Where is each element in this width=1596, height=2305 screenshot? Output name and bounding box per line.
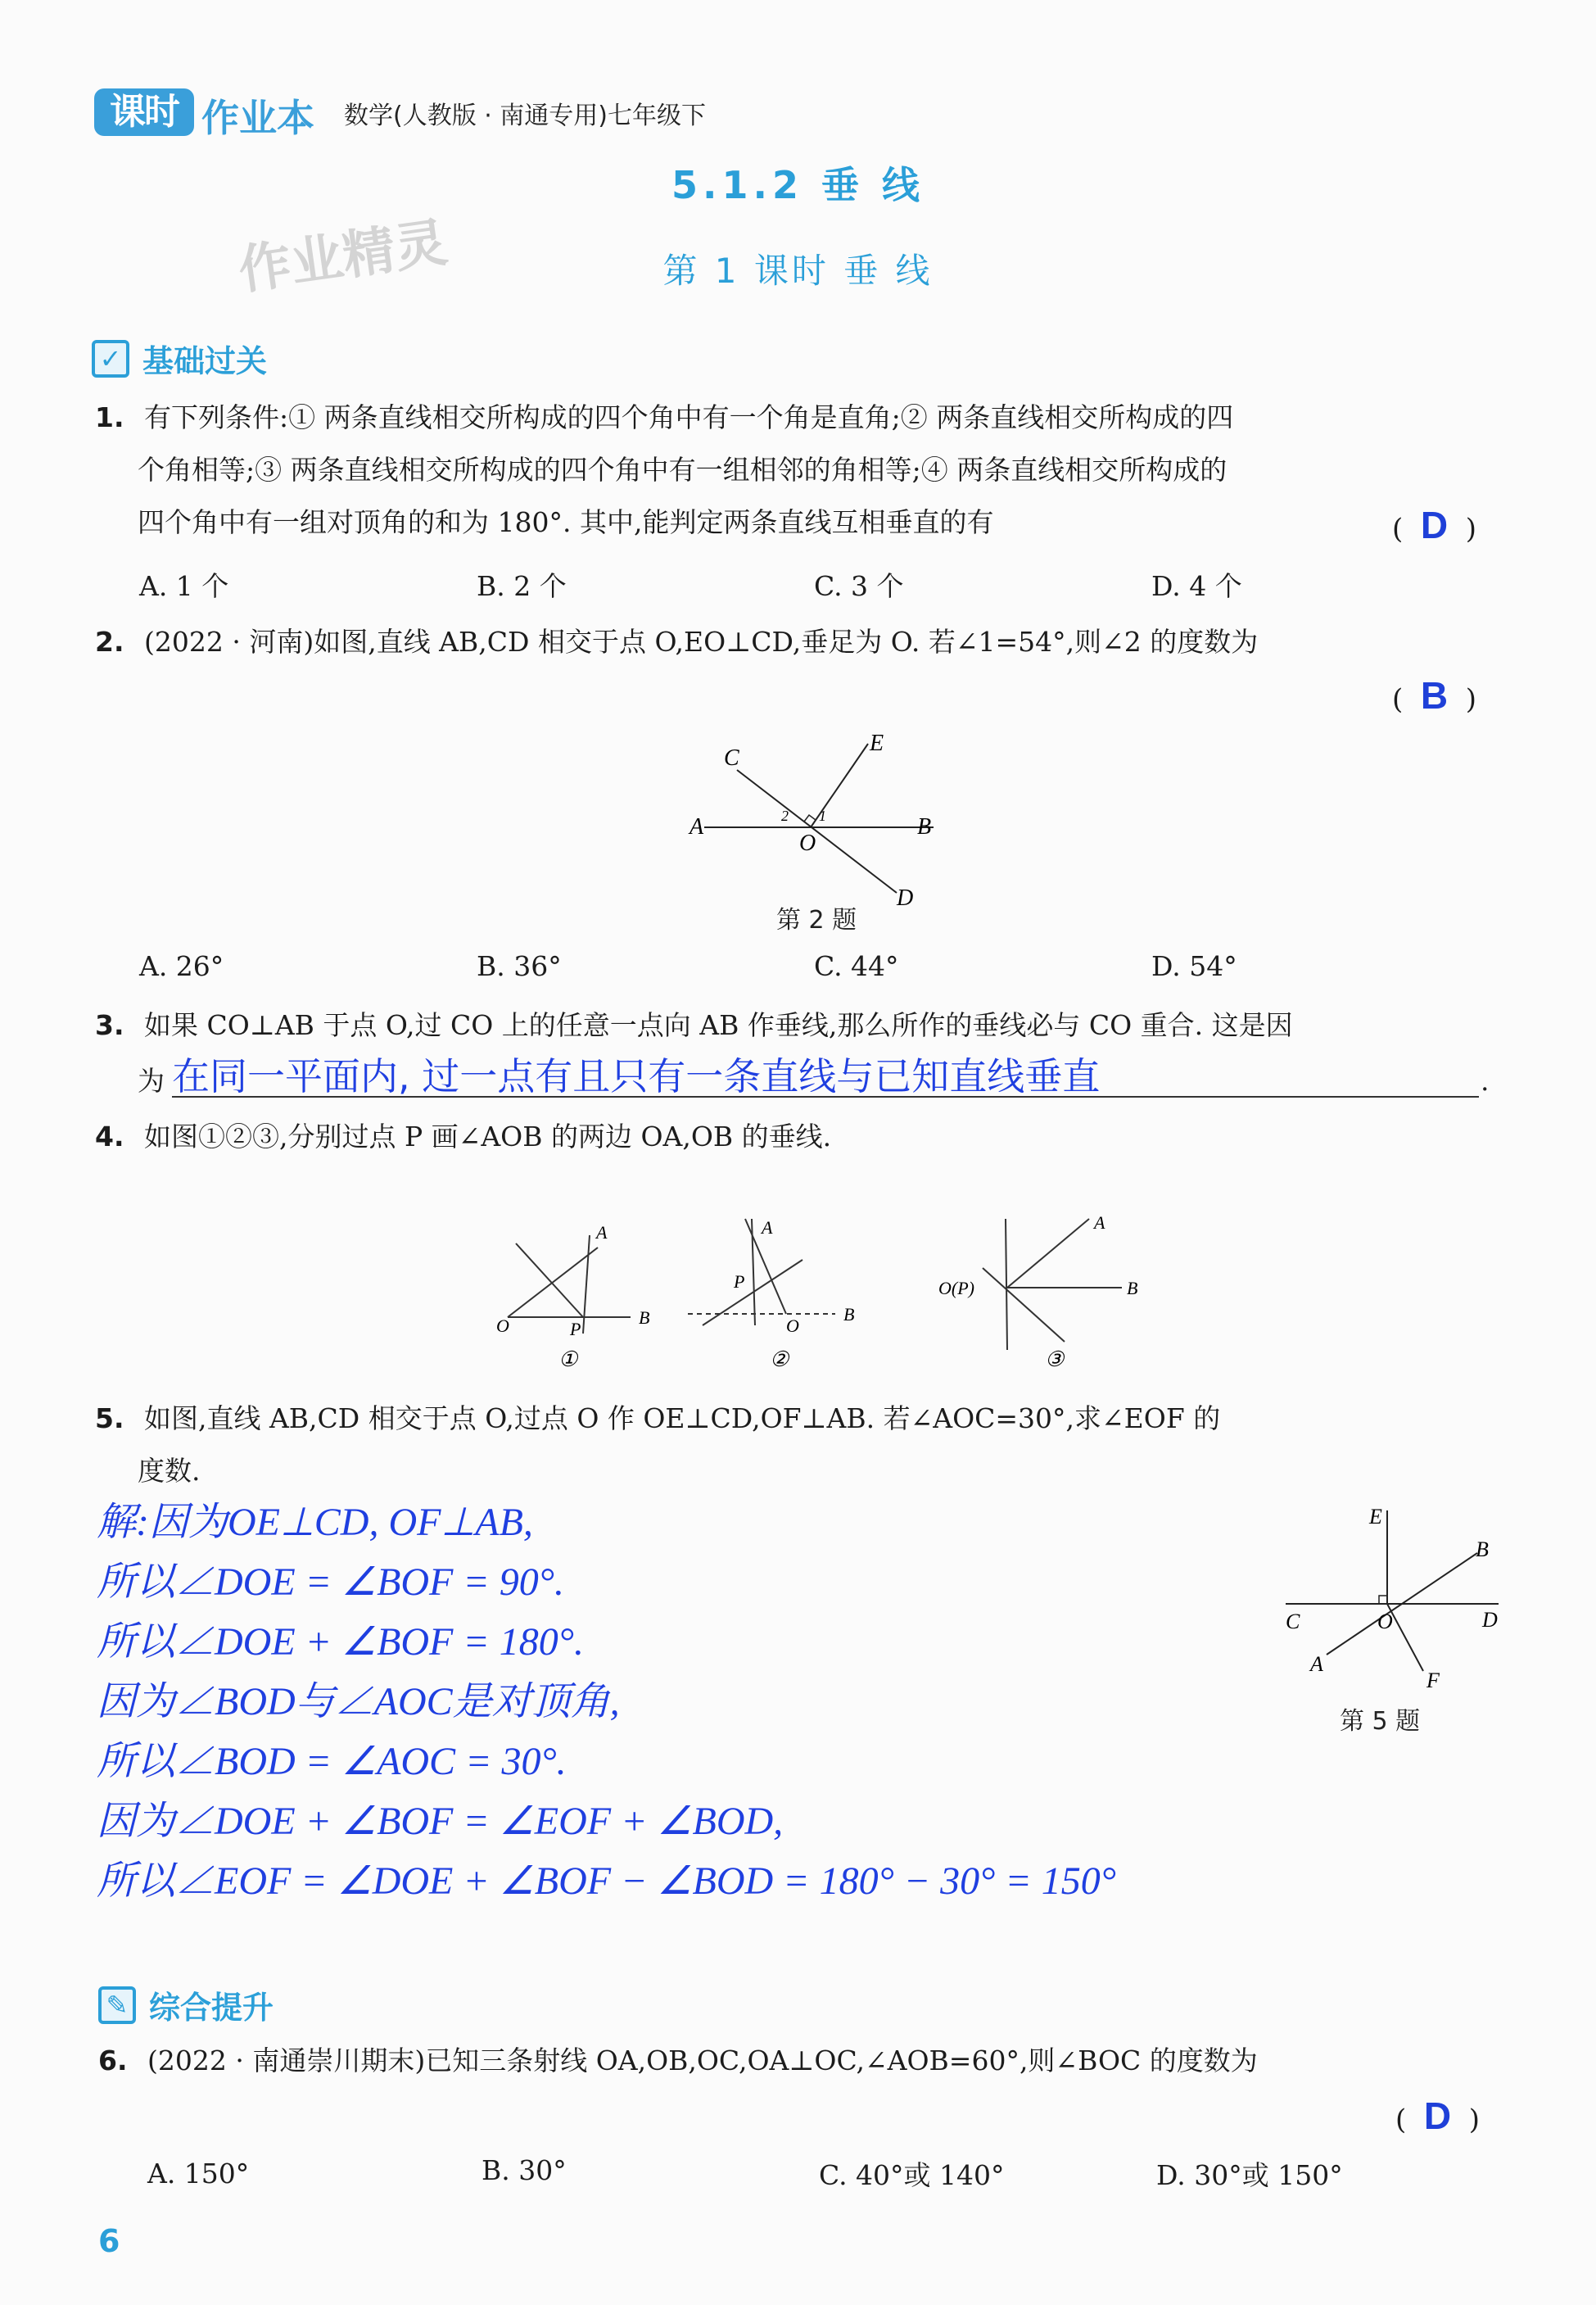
- fig3-ray-oa: [1007, 1219, 1089, 1288]
- check-icon: ✓: [92, 340, 129, 378]
- q1-line3: 四个角中有一组对顶角的和为 180°. 其中,能判定两条直线互相垂直的有: [138, 506, 994, 538]
- q5-solution: [97, 1492, 1309, 1911]
- fig2-label-p: P: [734, 1271, 745, 1292]
- fig3-perp-ob: [1006, 1219, 1007, 1350]
- q1-option-b: B. 2 个: [477, 570, 567, 602]
- q5-line2: 度数.: [138, 1455, 201, 1487]
- fig2-circled: ②: [770, 1347, 789, 1371]
- q1-number: 1.: [95, 401, 124, 433]
- label-e: E: [870, 731, 884, 756]
- q2-text: (2022 · 河南)如图,直线 AB,CD 相交于点 O,EO⊥CD,垂足为 O. 若∠1=54°,则∠2 的度数为: [144, 626, 1259, 658]
- section-title: 5.1.2 垂 线: [671, 163, 925, 207]
- question-6: [98, 2035, 1507, 2087]
- q3-line2-prefix: 为: [138, 1065, 165, 1097]
- label-c: C: [1286, 1610, 1300, 1633]
- q6-option-d: D. 30°或 150°: [1156, 2159, 1343, 2191]
- book-subtitle: 数学(人教版 · 南通专用)七年级下: [344, 102, 707, 130]
- q2-option-d: D. 54°: [1151, 950, 1237, 982]
- label-o: O: [1377, 1610, 1393, 1633]
- watermark: 作业精灵: [234, 212, 451, 302]
- fig1-perp-oa: [516, 1243, 583, 1317]
- fig1-label-p: P: [570, 1319, 581, 1339]
- q6-option-a: A. 150°: [147, 2158, 250, 2190]
- lesson-title: 第 1 课时 垂 线: [662, 251, 934, 291]
- solution-line-1: 解:因为OE⊥CD, OF⊥AB,: [97, 1501, 533, 1544]
- q5-number: 5.: [95, 1402, 124, 1434]
- label-b: B: [1476, 1537, 1489, 1561]
- section-basic: [92, 336, 267, 381]
- fig2-label-a: A: [762, 1217, 773, 1238]
- solution-line-4: 因为∠BOD与∠AOC是对顶角,: [97, 1680, 620, 1723]
- label-c: C: [724, 745, 739, 771]
- q3-handwritten-answer: 在同一平面内, 过一点有且只有一条直线与已知直线垂直: [172, 1054, 1101, 1098]
- q4-figures: [491, 1202, 1163, 1391]
- fig2-label-b: B: [843, 1304, 855, 1325]
- brand-logo: 课时: [94, 88, 194, 136]
- q2-answer: B: [1420, 674, 1449, 717]
- q3-period: .: [1481, 1065, 1490, 1097]
- label-e: E: [1369, 1505, 1382, 1528]
- line-cd: [737, 770, 897, 893]
- q5-line1: 如图,直线 AB,CD 相交于点 O,过点 O 作 OE⊥CD,OF⊥AB. 若∠AOC=30°,求∠EOF 的: [144, 1402, 1221, 1434]
- solution-line-5: 所以∠BOD = ∠AOC = 30°.: [97, 1740, 567, 1783]
- fig2-perp-ob: [752, 1219, 755, 1325]
- q3-number: 3.: [95, 1009, 124, 1041]
- question-1: [95, 392, 1503, 549]
- right-angle-mark: [804, 815, 816, 822]
- fig2-label-o: O: [786, 1316, 799, 1336]
- q5-caption: 第 5 题: [1340, 1707, 1421, 1736]
- q6-option-b: B. 30°: [482, 2154, 567, 2186]
- q6-number: 6.: [98, 2045, 128, 2076]
- brand-name: 作业本: [201, 96, 314, 140]
- q6-answer-bracket: ( D ): [1395, 2094, 1481, 2137]
- q6-answer: D: [1423, 2094, 1452, 2137]
- section-advanced-label: 综合提升: [149, 1990, 274, 2026]
- q1-option-a: A. 1 个: [139, 570, 229, 602]
- label-angle-1: 1: [819, 808, 826, 824]
- q1-option-d: D. 4 个: [1151, 570, 1242, 602]
- q1-option-c: C. 3 个: [814, 570, 904, 602]
- question-4: [95, 1111, 1503, 1163]
- q2-number: 2.: [95, 626, 124, 658]
- fig1-label-b: B: [639, 1307, 650, 1328]
- q1-answer: D: [1420, 504, 1449, 546]
- q6-option-c: C. 40°或 140°: [819, 2159, 1005, 2191]
- fig3-perp-oa: [983, 1268, 1065, 1342]
- solution-line-7: 所以∠EOF = ∠DOE + ∠BOF − ∠BOD = 180° − 30° = 150°: [97, 1859, 1116, 1903]
- right-angle-mark: [1379, 1596, 1387, 1604]
- solution-line-3: 所以∠DOE + ∠BOF = 180°.: [97, 1620, 584, 1664]
- solution-line-2: 所以∠DOE = ∠BOF = 90°.: [97, 1560, 564, 1604]
- page-number: 6: [98, 2223, 120, 2259]
- label-angle-2: 2: [781, 808, 789, 824]
- q2-figure: [688, 729, 950, 909]
- label-d: D: [897, 885, 914, 909]
- pencil-icon: ✎: [98, 1986, 136, 2024]
- label-o: O: [799, 831, 816, 856]
- fig3-label-a: A: [1094, 1212, 1105, 1233]
- fig3-label-op: O(P): [938, 1278, 974, 1298]
- q3-line1: 如果 CO⊥AB 于点 O,过 CO 上的任意一点向 AB 作垂线,那么所作的垂线必与 CO 重合. 这是因: [144, 1009, 1293, 1041]
- question-3: [95, 999, 1503, 1052]
- label-a: A: [689, 814, 704, 840]
- q2-answer-bracket: ( B ): [1392, 674, 1477, 717]
- q2-option-b: B. 36°: [477, 950, 562, 982]
- q4-text: 如图①②③,分别过点 P 画∠AOB 的两边 OA,OB 的垂线.: [144, 1121, 832, 1152]
- question-2: [95, 616, 1503, 668]
- fig3-circled: ③: [1045, 1347, 1065, 1371]
- q6-text: (2022 · 南通崇川期末)已知三条射线 OA,OB,OC,OA⊥OC,∠AOB=60°,则∠BOC 的度数为: [147, 2045, 1258, 2076]
- fig1-label-a: A: [596, 1222, 608, 1243]
- solution-line-6: 因为∠DOE + ∠BOF = ∠EOF + ∠BOD,: [97, 1800, 784, 1843]
- question-5: [95, 1393, 1503, 1497]
- label-b: B: [917, 814, 932, 840]
- q1-line2: 个角相等;③ 两条直线相交所构成的四个角中有一组相邻的角相等;④ 两条直线相交所构成的: [138, 454, 1228, 486]
- fig1-perp-ob: [583, 1235, 590, 1334]
- label-f: F: [1426, 1669, 1440, 1692]
- label-a: A: [1310, 1652, 1323, 1676]
- q2-option-a: A. 26°: [139, 950, 224, 982]
- q3-answer-line: [172, 1047, 1479, 1098]
- fig3-label-b: B: [1127, 1278, 1138, 1298]
- label-d: D: [1482, 1608, 1498, 1632]
- q5-figure: [1277, 1499, 1507, 1712]
- fig1-circled: ①: [558, 1347, 578, 1371]
- q1-line1: 有下列条件:① 两条直线相交所构成的四个角中有一个角是直角;② 两条直线相交所构成的四: [144, 401, 1234, 433]
- q4-number: 4.: [95, 1121, 124, 1152]
- q2-caption: 第 2 题: [776, 906, 857, 935]
- fig1-label-o: O: [496, 1316, 509, 1336]
- section-basic-label: 基础过关: [142, 343, 268, 379]
- section-advanced: [98, 1982, 274, 2027]
- q2-option-c: C. 44°: [814, 950, 899, 982]
- q1-answer-bracket: ( D ): [1392, 504, 1477, 546]
